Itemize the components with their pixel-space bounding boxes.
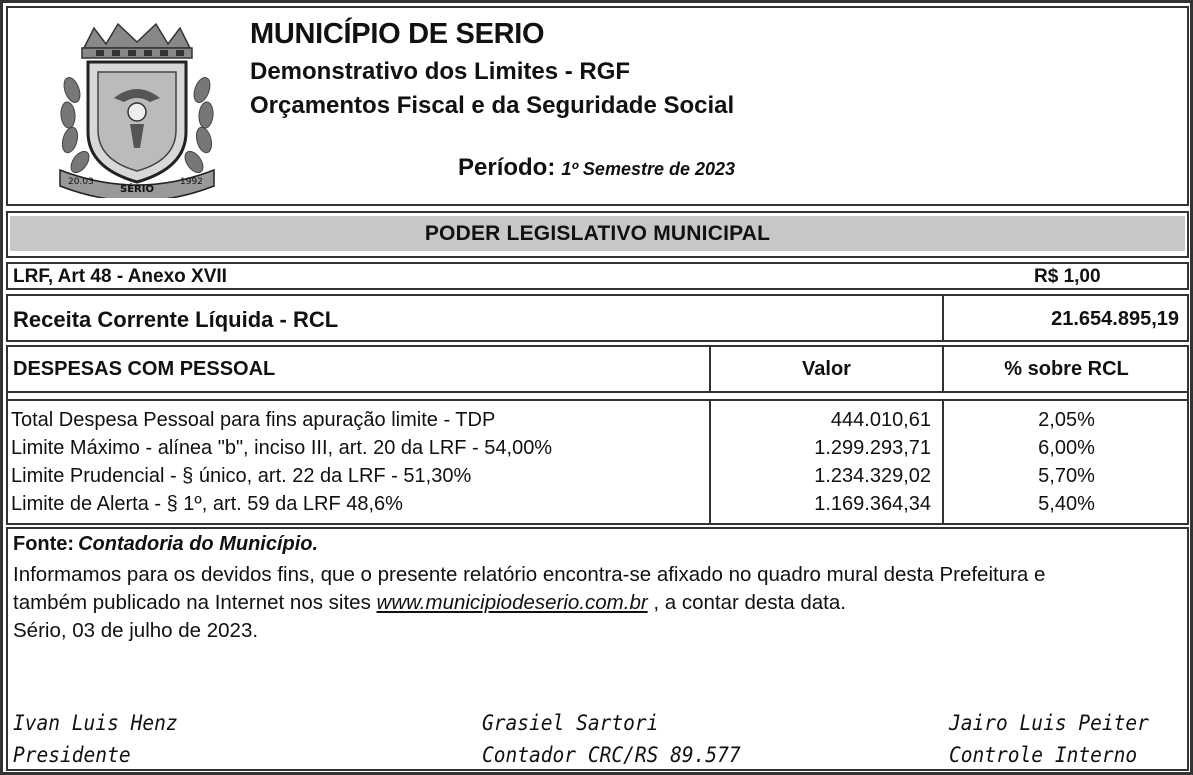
municipal-crest-icon — [54, 20, 220, 198]
table-row — [8, 409, 1187, 437]
source-label: Fonte: — [13, 533, 75, 555]
row-value: 444.010,61 — [830, 409, 931, 431]
table-body — [8, 399, 1187, 523]
signatory-name: Ivan Luis Henz — [13, 711, 178, 735]
banner-fill — [10, 216, 1185, 251]
row-value: 1.234.329,02 — [814, 465, 931, 487]
source-line — [13, 533, 318, 556]
report-subtitle: Demonstrativo dos Limites - RGF — [250, 58, 631, 85]
signatory-name: Jairo Luis Peiter — [949, 711, 1149, 735]
report-period — [458, 154, 735, 182]
row-percent: 5,70% — [1038, 465, 1095, 487]
personnel-expenses-table — [6, 345, 1189, 525]
table-row — [8, 493, 1187, 521]
rcl-value: 21.654.895,19 — [1051, 308, 1179, 330]
table-row — [8, 465, 1187, 493]
note-text: também publicado na Internet nos sites — [13, 591, 377, 614]
row-percent: 5,40% — [1038, 493, 1095, 515]
row-description: Total Despesa Pessoal para fins apuração limite - TDP — [11, 409, 496, 431]
publication-note-2 — [13, 591, 846, 615]
currency-unit: R$ 1,00 — [1034, 266, 1101, 287]
place-date: Sério, 03 de julho de 2023. — [13, 619, 259, 642]
legal-reference-row — [6, 262, 1189, 290]
period-value: 1º Semestre de 2023 — [561, 159, 736, 179]
header-value: Valor — [802, 358, 851, 380]
signatory-name: Grasiel Sartori — [482, 711, 659, 735]
table-header — [8, 347, 1187, 393]
report-footer — [6, 527, 1189, 771]
row-percent: 6,00% — [1038, 437, 1095, 459]
row-description: Limite Máximo - alínea "b", inciso III, art. 20 da LRF - 54,00% — [11, 437, 553, 459]
banner-title: PODER LEGISLATIVO MUNICIPAL — [424, 221, 771, 245]
crest-ribbon-center: SÉRIO — [120, 184, 154, 195]
row-value: 1.299.293,71 — [814, 437, 931, 459]
publication-note: Informamos para os devidos fins, que o presente relatório encontra-se afixado no quadro mural desta Prefeitura e — [13, 563, 1046, 586]
note-text-end: , a contar desta data. — [647, 591, 846, 614]
source-value: Contadoria do Município. — [78, 533, 319, 555]
signatory-role: Presidente — [13, 743, 131, 767]
column-divider — [942, 296, 944, 340]
rcl-row — [6, 294, 1189, 342]
legal-reference: LRF, Art 48 - Anexo XVII — [13, 266, 227, 287]
row-description: Limite Prudencial - § único, art. 22 da LRF - 51,30% — [11, 465, 472, 487]
header-description: DESPESAS COM PESSOAL — [13, 358, 276, 380]
row-percent: 2,05% — [1038, 409, 1095, 431]
table-row — [8, 437, 1187, 465]
row-value: 1.169.364,34 — [814, 493, 931, 515]
report-subtitle-2: Orçamentos Fiscal e da Seguridade Social — [250, 92, 735, 119]
report-title: MUNICÍPIO DE SERIO — [250, 18, 545, 50]
period-label: Período: — [458, 154, 556, 181]
crest-ribbon-right: 1992 — [180, 177, 203, 187]
crest-ribbon-left: 20.03 — [68, 177, 94, 187]
section-banner — [6, 211, 1189, 258]
rcl-label: Receita Corrente Líquida - RCL — [13, 307, 339, 332]
signatory-role: Contador CRC/RS 89.577 — [482, 743, 741, 767]
report-header — [6, 6, 1189, 206]
signatory-role: Controle Interno — [949, 743, 1138, 767]
header-percent: % sobre RCL — [1004, 358, 1129, 380]
website-link[interactable]: www.municipiodeserio.com.br — [376, 591, 648, 614]
row-description: Limite de Alerta - § 1º, art. 59 da LRF 48,6% — [11, 493, 403, 515]
